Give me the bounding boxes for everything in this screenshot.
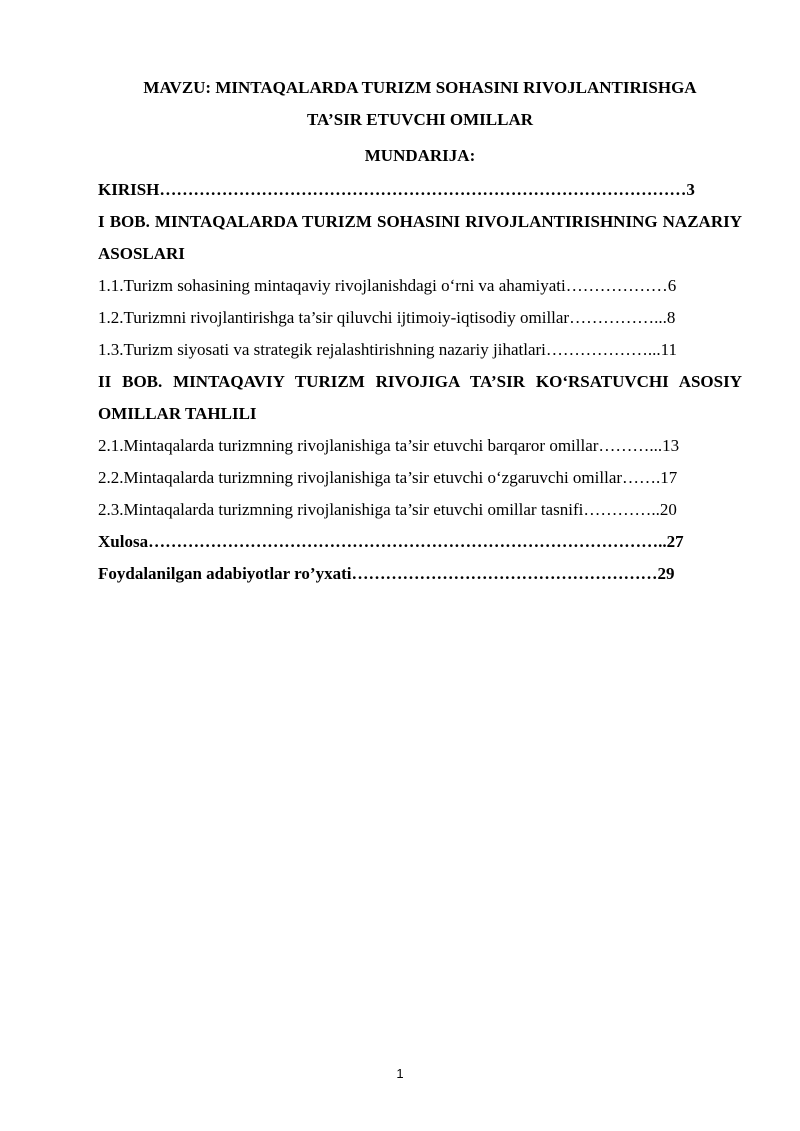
- document-title-line-1: MAVZU: MINTAQALARDA TURIZM SOHASINI RIVOJLANTIRISHGA: [143, 78, 697, 97]
- toc-entry-1-2: 1.2.Turizmni rivojlantirishga ta’sir qiluvchi ijtimoiy-iqtisodiy omillar……………...8: [98, 308, 676, 327]
- toc-entry-2-3: 2.3.Mintaqalarda turizmning rivojlanishiga ta’sir etuvchi omillar tasnifi…………..20: [98, 500, 677, 519]
- toc-entry-1-3: 1.3.Turizm siyosati va strategik rejalashtirishning nazariy jihatlari………………...11: [98, 340, 678, 359]
- toc-entry-2-1: 2.1.Mintaqalarda turizmning rivojlanishiga ta’sir etuvchi barqaror omillar………...13: [98, 436, 680, 455]
- toc-entry-xulosa: Xulosa………………………………………………………………………………..27: [98, 532, 684, 551]
- page-number: 1: [396, 1066, 404, 1081]
- document-page: [98, 72, 742, 590]
- toc-entry-1-1: 1.1.Turizm sohasining mintaqaviy rivojlanishdagi o‘rni va ahamiyati………………6: [98, 276, 677, 295]
- document-title-line-2: TA’SIR ETUVCHI OMILLAR: [306, 110, 534, 129]
- toc-entry-2-2: 2.2.Mintaqalarda turizmning rivojlanishiga ta’sir etuvchi o‘zgaruvchi omillar…….17: [98, 468, 678, 487]
- toc-heading: MUNDARIJA:: [364, 146, 476, 165]
- toc-entry-kirish: KIRISH…………………………………………………………………………………3: [98, 180, 695, 199]
- toc-chapter-1: I BOB. MINTAQALARDA TURIZM SOHASINI RIVOJLANTIRISHNING NAZARIY ASOSLARI: [98, 212, 742, 263]
- toc-chapter-2: II BOB. MINTAQAVIY TURIZM RIVOJIGA TA’SIR KO‘RSATUVCHI ASOSIY OMILLAR TAHLILI: [98, 372, 742, 423]
- toc-entry-adabiyotlar: Foydalanilgan adabiyotlar ro’yxati………………………………………………29: [98, 564, 675, 583]
